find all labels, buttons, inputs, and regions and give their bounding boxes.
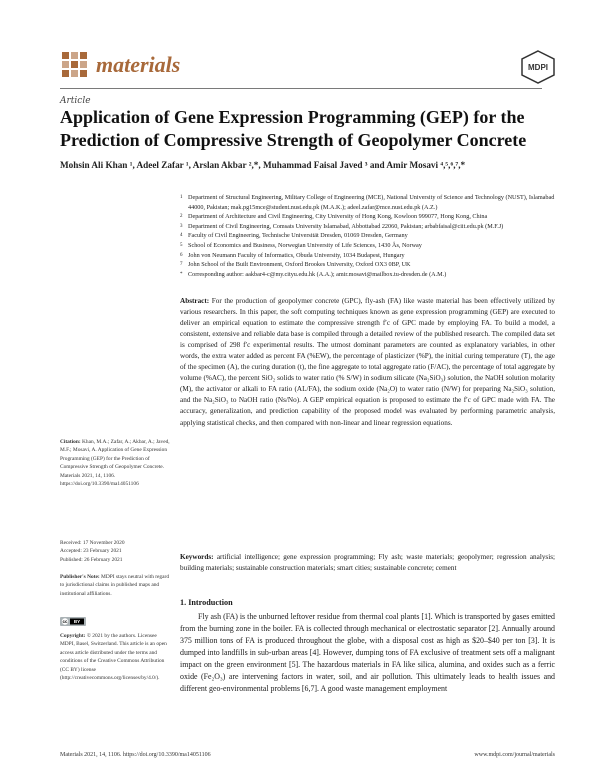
- affiliation-item: 4 Faculty of Civil Engineering, Technische Universität Dresden, 01069 Dresden, Germany: [180, 232, 408, 240]
- abstract: [180, 296, 555, 429]
- introduction-text: Fly ash (FA) is the unburned leftover residue from thermal coal plants [1]. Which is transported by gases emitted from the burning zone in the boiler. FA is collected through mechanical or electrostatic separator [2]. Annually around 375 million tons of FA is produced throughout the globe, with a disposal cost as high as $20–$40 per ton [3]. It is dumped into landfills in sub-urban areas [4]. However, dumping tons of FA exclusive of treatment sets off a malignant impact on the green environment [5]. The hazardous materials in FA like silica, alumina, and oxides such as a ferric oxide (Fe₂O₃) are intervening factors in water, soil, and air pollution. This ultimately leads to health issues and different geo-environmental problems [6,7]. A good waste management employment: [180, 612, 555, 693]
- affiliation-item: 6 John von Neumann Faculty of Informatics, Obuda University, 1034 Budapest, Hungary: [180, 251, 405, 259]
- header-rule: [60, 88, 542, 89]
- citation: [60, 438, 170, 488]
- footer-journal-url[interactable]: www.mdpi.com/journal/materials: [474, 752, 555, 758]
- cc-by-license-icon: [60, 617, 86, 626]
- paper-title: Application of Gene Expression Programming (GEP) for the Prediction of Compressive Strength of Geopolymer Concrete: [60, 107, 527, 150]
- affiliation-item: 5 School of Economics and Business, Norwegian University of Life Sciences, 1430 Ås, Norway: [180, 241, 422, 249]
- keywords-text: artificial intelligence; gene expression programming; Fly ash; waste materials; geopolymer; regression analysis; building materials; sustainable construction materials; smart cities; sustainable concrete; cement: [180, 553, 556, 572]
- affiliations: [180, 193, 555, 279]
- received-date: Received: 17 November 2020: [60, 540, 125, 546]
- citation-label: Citation:: [60, 439, 81, 445]
- article-type: Article: [60, 96, 91, 106]
- keywords-label: Keywords:: [180, 553, 214, 561]
- affiliation-item: 7 John School of the Built Environment, Oxford Brookes University, Oxford OX3 0BP, UK: [180, 261, 411, 269]
- publisher-note: [60, 573, 170, 598]
- abstract-label: Abstract:: [180, 297, 210, 305]
- corresponding-author: * Corresponding author: aakbar4-c@my.cityu.edu.hk (A.A.); amir.mosavi@mailbox.tu-dresden.de (A.M.): [180, 270, 447, 278]
- publisher-name: MDPI: [528, 63, 548, 72]
- affiliation-item: 3 Department of Civil Engineering, Comsats University Islamabad, Abbottabad 22060, Pakistan; arbabfaisal@ciit.edu.pk (M.F.J): [180, 222, 504, 230]
- author-list: Mohsin Ali Khan ¹, Adeel Zafar ¹, Arslan Akbar ²,*, Muhammad Faisal Javed ³ and Amir Mosavi ⁴,⁵,⁶,⁷,*: [60, 160, 466, 170]
- accepted-date: Accepted: 23 February 2021: [60, 548, 122, 555]
- svg-text:cc: cc: [62, 619, 68, 625]
- copyright-label: Copyright:: [60, 633, 86, 639]
- affiliation-item: 1 Department of Structural Engineering, Military College of Engineering (MCE), National University of Science and Technology (NUST), Islamabad 44000, Pakistan; mak.pg15mce@student.nust.edu.pk (M.A.K.); adeel.zafar@mce.nust.edu.pk (A.Z.): [180, 194, 555, 211]
- published-date: Published: 26 February 2021: [60, 556, 123, 563]
- publisher-note-text: MDPI stays neutral with regard to jurisdictional claims in published maps and institutional affiliations.: [60, 574, 170, 597]
- section-heading: 1. Introduction: [180, 598, 233, 607]
- materials-logo-icon: [60, 50, 90, 80]
- copyright-text: © 2021 by the authors. Licensee MDPI, Basel, Switzerland. This article is an open access article distributed under the terms and conditions of the Creative Commons Attribution (CC BY) license (http://creativecommons.org/licenses/by/4.0/).: [60, 633, 167, 682]
- mdpi-logo-icon: [520, 50, 556, 84]
- journal-name: materials: [96, 52, 181, 77]
- keywords: [180, 552, 555, 574]
- footer-citation[interactable]: Materials 2021, 14, 1106. https://doi.org/10.3390/ma14051106: [60, 752, 211, 758]
- affiliation-item: 2 Department of Architecture and Civil Engineering, City University of Hong Kong, Kowloon 999077, Hong Kong, China: [180, 213, 488, 221]
- citation-text[interactable]: Khan, M.A.; Zafar, A.; Akbar, A.; Javed, M.F.; Mosavi, A. Application of Gene Expression Programming (GEP) for the Prediction of Compressive Strength of Geopolymer Concrete. Materials 2021, 14, 1106. https://doi.org/10.3390/ma14051106: [60, 439, 170, 488]
- svg-text:BY: BY: [73, 619, 81, 624]
- dates: [60, 539, 170, 564]
- publisher-note-label: Publisher's Note:: [60, 574, 100, 580]
- abstract-text: For the production of geopolymer concrete (GPC), fly-ash (FA) like waste material has been effectively utilized by various researchers. In this paper, the soft computing techniques known as gene expression programming (GEP) are executed to deliver an empirical equation to estimate the compressive strength f′c of GPC made by employing FA. To build a model, a consistent, extensive and reliable data base is compiled through a detailed review of the published research. The compiled data set is comprised of 298 f′c experimental results. The utmost dominant parameters are counted as explanatory variables, in other words, the extra water added as percent FA (%EW), the percentage of plasticizer (%P), the initial curing temperature (T), the age of the specimen (A), the curing duration (t), the fine aggregate to total aggregate ratio (F/AC), the percentage of total aggregate by volume (%AC), the percent SiO₂ solids to water ratio (% S/W) in sodium silicate (Na₂SiO₃) solution, the NaOH solution molarity (M), the activator or alkali to FA ratio (AL/FA), the sodium oxide (Na₂O) to water ratio (N/W) for preparing Na₂SiO₃ solution, and the Na₂SiO₃ to NaOH ratio (Ns/No). A GEP empirical equation is proposed to estimate the f′c of GPC made with FA. The accuracy, generalization, and prediction capability of the proposed model was evaluated by performing parametric analysis, applying statistical checks, and then compared with non-linear and linear regression equations.: [180, 297, 556, 427]
- copyright: [60, 632, 170, 682]
